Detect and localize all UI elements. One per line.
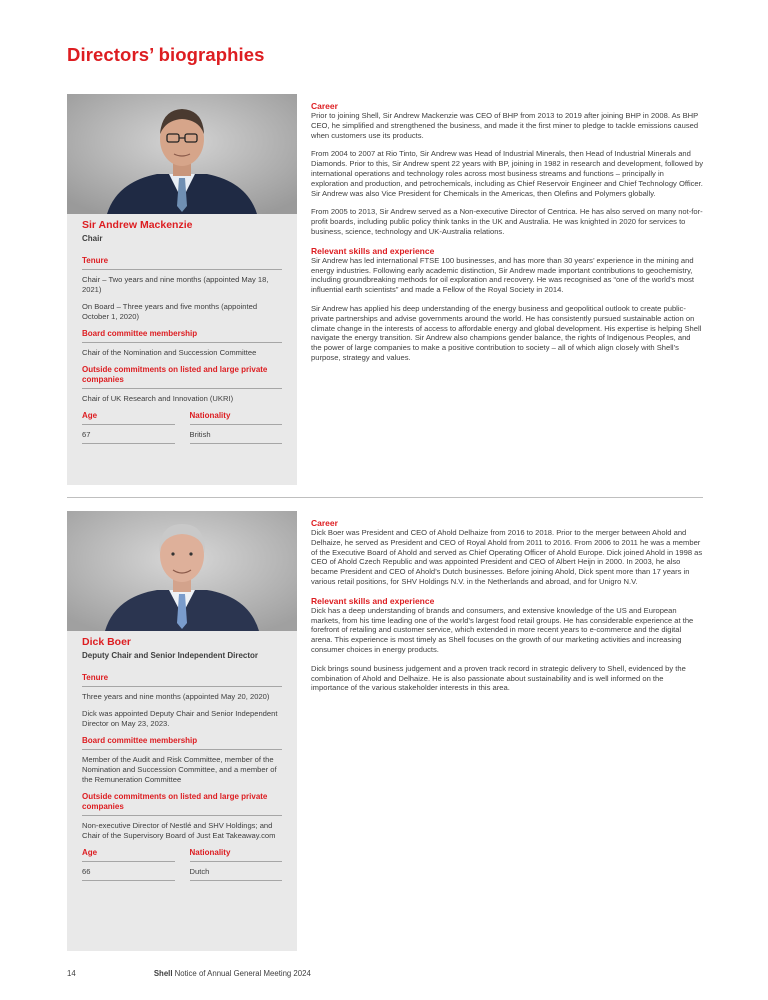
tenure-text: Dick was appointed Deputy Chair and Senior Independent Director on May 23, 2023.	[82, 709, 278, 728]
director-role: Chair	[82, 234, 103, 243]
portrait-mackenzie	[67, 94, 297, 214]
age-value: 66	[82, 867, 175, 881]
director-role: Deputy Chair and Senior Independent Director	[82, 651, 259, 660]
committee-text: Chair of the Nomination and Succession Committee	[82, 348, 257, 357]
page-number: 14	[67, 969, 76, 978]
footer-document-title: Notice of Annual General Meeting 2024	[174, 969, 311, 978]
portrait-boer	[67, 511, 297, 631]
tenure-text: Chair – Two years and nine months (appointed May 18, 2021)	[82, 275, 269, 294]
career-paragraph: From 2005 to 2013, Sir Andrew served as a Non-executive Director of Centrica. He has also served on many not-for-profit boards, including public policy think tanks in the UK and Australia. He was knighted in 2020 for services to business, science, technology and UK-Australia relations.	[311, 207, 703, 236]
skills-paragraph: Sir Andrew has applied his deep understanding of the energy business and geopolitical outlook to create public-private partnerships and advise governments around the world. He has consistently pursued sustainable action on climate change in the interests of access to affordable energy and global development. His expertise is helping Shell navigate the energy transition. Sir Andrew also champions gender balance, the rights of Indigenous Peoples, and the power of large companies to make a positive contribution to society – all of which align closely with Shell’s purpose, strategy and values.	[311, 303, 702, 362]
section-divider	[67, 497, 703, 498]
career-paragraph: Dick Boer was President and CEO of Ahold Delhaize from 2016 to 2018. Prior to the merger between Ahold and Delhaize, he served as President and CEO of Royal Ahold from 2011 to 2016. From 2006 to 2011 he was a member of the Executive Board of Ahold and served as Chief Operating Officer of Ahold Europe. Dick joined Ahold in 1998 as CEO of Ahold Czech Republic and was appointed President and CEO of Albert Heijn in 2000. In 2003, he also became President and CEO of Ahold’s Dutch businesses. Before joining Ahold, Dick spent more than 17 years in various retail positions, for SHV Holdings N.V. in the Netherlands and abroad, and for Unigro N.V.	[311, 528, 703, 586]
outside-commitments-label: Outside commitments on listed and large private companies	[82, 792, 282, 816]
career-paragraph: From 2004 to 2007 at Rio Tinto, Sir Andrew was Head of Industrial Minerals, then Head of Industrial Minerals and Diamonds. Prior to this, Sir Andrew spent 22 years with BP, joining in 1982 in research and development, followed by international operations and technology roles across most business streams and functions – principally in exploration and production, and petrochemicals, including as Chief Reservoir Engineer and Chief Technology Officer. Sir Andrew was also Vice President for Chemicals in the Americas, then Olefins and Polymers globally.	[311, 149, 703, 198]
director-name: Sir Andrew Mackenzie	[82, 219, 193, 231]
age-label: Age	[82, 411, 175, 425]
committee-text: Member of the Audit and Risk Committee, member of the Nomination and Succession Committee, and a member of the Remuneration Committee	[82, 755, 277, 784]
career-paragraph: Prior to joining Shell, Sir Andrew Mackenzie was CEO of BHP from 2013 to 2019 after joining BHP in 2008. As BHP CEO, he simplified and strengthened the business, and made it the first miner to pledge to tackle emissions caused when customers use its products.	[311, 111, 699, 140]
career-heading: Career	[311, 101, 338, 111]
age-label: Age	[82, 848, 175, 862]
page-title: Directors’ biographies	[67, 44, 265, 65]
age-value: 67	[82, 430, 175, 444]
nationality-value: Dutch	[190, 867, 283, 881]
outside-commitments-text: Chair of UK Research and Innovation (UKRI)	[82, 394, 234, 403]
tenure-label: Tenure	[82, 256, 282, 270]
outside-commitments-label: Outside commitments on listed and large private companies	[82, 365, 282, 389]
skills-paragraph: Sir Andrew has led international FTSE 100 businesses, and has more than 30 years’ experience in the mining and energy industries. Following early academic distinction, Sir Andrew made important contributions to geochemistry, including groundbreaking methods for oil exploration and recovery. He was recognised as “one of the world’s most influential earth scientists” and made a Fellow of the Royal Society in 2014.	[311, 255, 694, 295]
tenure-text: On Board – Three years and five months (appointed October 1, 2020)	[82, 302, 258, 321]
bio-mackenzie	[311, 101, 703, 372]
director-name: Dick Boer	[82, 636, 132, 648]
nationality-label: Nationality	[190, 848, 283, 862]
skills-paragraph: Dick brings sound business judgement and a proven track record in strategic delivery to Shell, evidenced by the combination of Ahold and Delhaize. He is also passionate about sustainability and is well informed on the importance of the various stakeholder interests in this area.	[311, 663, 686, 693]
skills-paragraph: Dick has a deep understanding of brands and consumers, and extensive knowledge of the US and European markets, from his time leading one of the world’s largest food retail groups. He has considerable experience at the forefront of retailing and customer service, which extended in more recent years to e-commerce and the digital arena. This experience is most timely as Shell focuses on the growth of our marketing activities and increasing consumer choices in energy products.	[311, 605, 694, 654]
page-footer	[67, 969, 311, 978]
nationality-value: British	[190, 430, 283, 444]
director-card-mackenzie	[67, 94, 297, 485]
tenure-text: Three years and nine months (appointed May 20, 2020)	[82, 692, 270, 701]
nationality-label: Nationality	[190, 411, 283, 425]
career-heading: Career	[311, 518, 338, 528]
director-card-boer	[67, 511, 297, 951]
bio-boer	[311, 518, 703, 702]
outside-commitments-text: Non-executive Director of Nestlé and SHV Holdings; and Chair of the Supervisory Board of Just Eat Takeaway.com	[82, 821, 276, 840]
skills-heading: Relevant skills and experience	[311, 245, 435, 256]
tenure-label: Tenure	[82, 673, 282, 687]
committee-label: Board committee membership	[82, 736, 282, 750]
footer-brand: Shell	[153, 969, 173, 978]
skills-heading: Relevant skills and experience	[311, 595, 435, 606]
committee-label: Board committee membership	[82, 329, 282, 343]
